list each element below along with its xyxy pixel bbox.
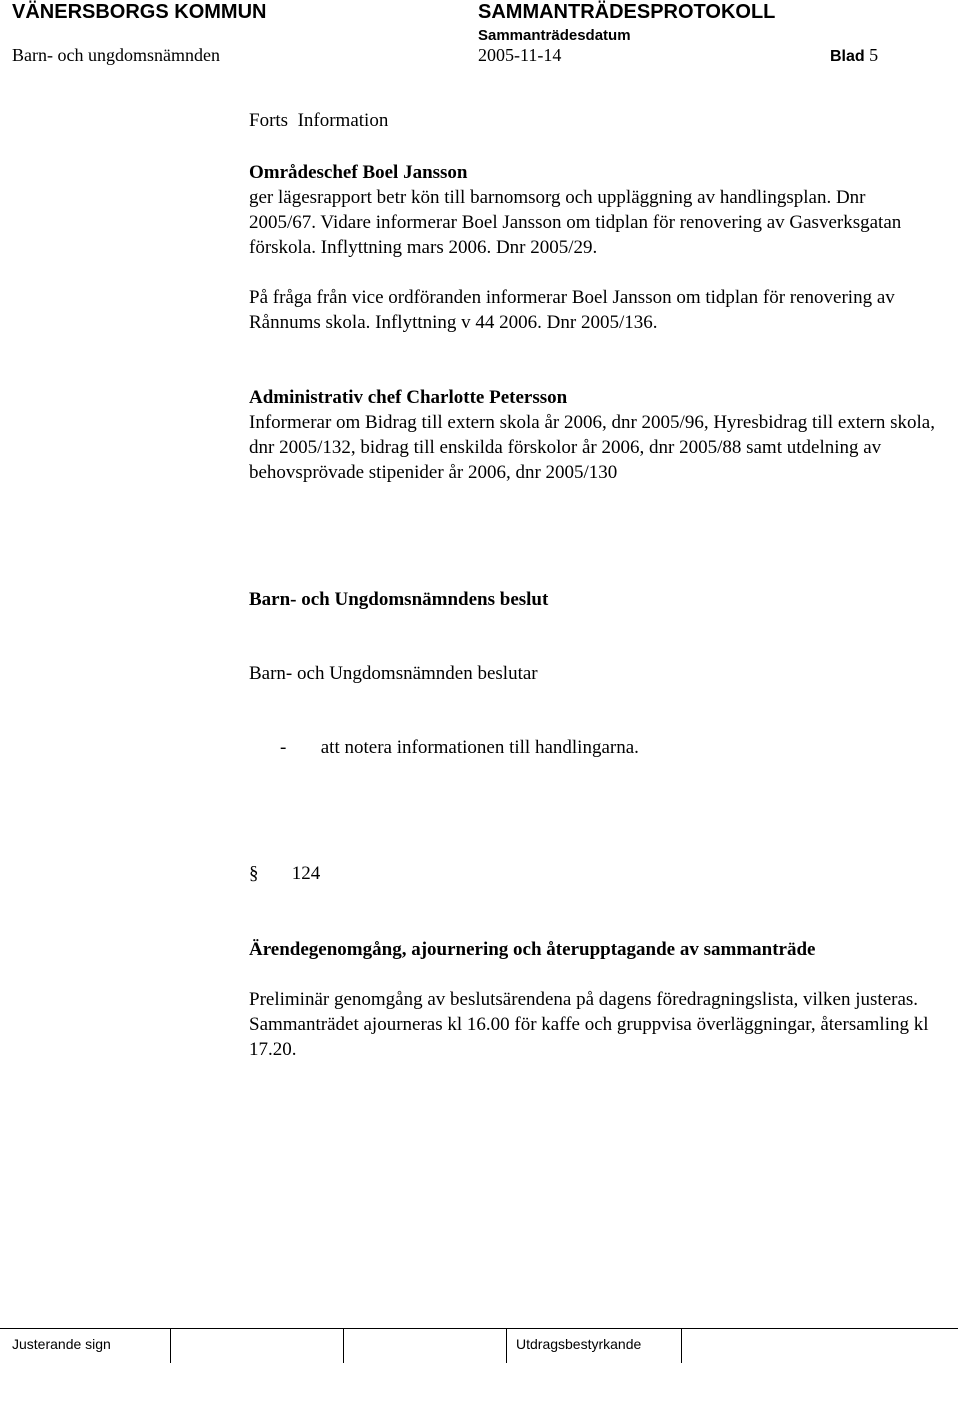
agenda-paragraph: Preliminär genomgång av beslutsärendena på dagens föredragningslista, vilken justeras. Sammanträdet ajourneras kl 16.00 för kaffe och gruppvisa överläggningar, återsamling kl 17.20. [249,989,929,1060]
paragraph-number [249,861,320,886]
page-label: Blad [830,48,865,65]
paragraph-number-value: 124 [291,863,321,884]
admin-heading: Administrativ chef Charlotte Petersson [249,387,568,408]
date-label: Sammanträdesdatum [478,27,631,44]
decision-heading: Barn- och Ungdomsnämndens beslut [249,589,549,610]
meeting-date: 2005-11-14 [478,45,562,65]
agenda-heading: Ärendegenomgång, ajournering och återupptagande av sammanträde [249,939,816,960]
bullet-dash: - [280,737,287,758]
decision-item [249,735,639,760]
decision-text: Barn- och Ungdomsnämnden beslutar [249,663,538,684]
admin-paragraph: Informerar om Bidrag till extern skola år 2006, dnr 2005/96, Hyresbidrag till extern skola, dnr 2005/132, bidrag till enskilda förskolor år 2006, dnr 2005/88 samt utdelning av behovsprövade stipenider år 2006, dnr 2005/130 [249,412,935,483]
footer-rule [0,1328,958,1329]
footer-divider [170,1328,171,1363]
committee-name: Barn- och ungdomsnämnden [12,45,220,65]
boel-heading: Områdeschef Boel Jansson [249,162,468,183]
footer-divider [343,1328,344,1363]
decision-item-text: att notera informationen till handlingarna. [320,737,639,758]
footer-divider [506,1328,507,1363]
organization-name: VÄNERSBORGS KOMMUN [12,1,267,23]
boel-paragraph: ger lägesrapport betr kön till barnomsorg och uppläggning av handlingsplan. Dnr 2005/67. Vidare informerar Boel Jansson om tidplan för renovering av Gasverksgatan förskola. Inflyttning mars 2006. Dnr 2005/29. [249,187,902,258]
paragraph-symbol: § [249,863,259,884]
document-type: SAMMANTRÄDESPROTOKOLL [478,1,776,23]
footer-divider [681,1328,682,1363]
page-indicator [830,45,878,66]
extract-label: Utdragsbestyrkande [516,1336,642,1352]
signature-label: Justerande sign [12,1336,111,1352]
page-number: 5 [869,45,879,65]
boel-paragraph-2: På fråga från vice ordföranden informerar Boel Jansson om tidplan för renovering av Rånnums skola. Inflyttning v 44 2006. Dnr 2005/136. [249,287,895,333]
continued-heading: Forts Information [249,110,389,131]
